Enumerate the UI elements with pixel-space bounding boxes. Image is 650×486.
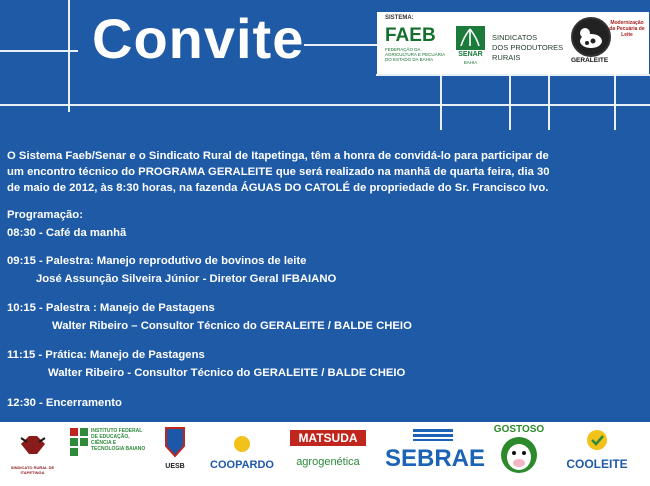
schedule-item: 12:30 - Encerramento <box>7 397 122 409</box>
senar-name: SENAR <box>458 51 483 58</box>
senar-subtitle: BAHIA <box>463 60 478 65</box>
page-title: Convite <box>92 7 305 70</box>
sponsor-uesb-logo <box>160 426 190 470</box>
coopardo-leaf-icon <box>231 434 253 454</box>
grid-line <box>440 74 442 130</box>
sponsor-cooleite-logo <box>556 428 638 471</box>
schedule-speaker: Walter Ribeiro - Consultor Técnico do GERALEITE / BALDE CHEIO <box>48 367 406 379</box>
intro-line: um encontro técnico do PROGRAMA GERALEITE que será realizado na manhã de quarta feira, dia 30 <box>7 166 550 178</box>
sponsor-name: agrogenética <box>296 456 360 468</box>
programacao-heading: Programação: <box>7 209 83 221</box>
sponsor-name: GOSTOSO <box>493 424 545 435</box>
faeb-name: FAEB <box>385 25 436 46</box>
grid-line <box>68 0 70 112</box>
uesb-crest-icon <box>164 426 186 458</box>
senar-logo <box>454 26 487 66</box>
grid-line <box>509 74 511 130</box>
grid-line <box>376 74 650 76</box>
sindicatos-line: SINDICATOS <box>492 33 538 42</box>
sponsor-name: COOLEITE <box>566 457 628 471</box>
grid-line <box>0 50 78 52</box>
cow-icon <box>571 17 611 57</box>
sponsor-gostoso-logo <box>490 424 548 480</box>
if-grid-icon <box>70 428 88 458</box>
cow-mascot-icon <box>499 435 539 475</box>
sponsor-name: UESB <box>165 463 185 470</box>
bull-icon <box>17 430 49 460</box>
faeb-logo <box>385 25 445 62</box>
sebrae-stripes-icon <box>413 429 453 441</box>
intro-line: de maio de 2012, às 8:30 horas, na fazenda ÁGUAS DO CATOLÉ de propriedade do Sr. Francisco Ivo. <box>7 182 549 194</box>
sindicatos-line: RURAIS <box>492 53 521 62</box>
cooleite-drop-icon <box>583 428 611 452</box>
sponsor-name: SINDICATO RURAL DE ITAPETINGA <box>10 465 55 475</box>
sponsor-name: INSTITUTO FEDERAL DE EDUCAÇÃO, CIÊNCIA E TECNOLOGIA BAIANO <box>91 428 146 452</box>
senar-wheat-icon <box>456 26 485 50</box>
sindicatos-label <box>492 33 563 63</box>
sponsor-coopardo-logo <box>210 434 274 471</box>
schedule-item: 09:15 - Palestra: Manejo reprodutivo de bovinos de leite <box>7 255 307 267</box>
grid-line <box>304 44 378 46</box>
sindicatos-line: DOS PRODUTORES <box>492 43 564 52</box>
schedule-speaker: Walter Ribeiro – Consultor Técnico do GERALEITE / BALDE CHEIO <box>52 320 412 332</box>
intro-line: O Sistema Faeb/Senar e o Sindicato Rural de Itapetinga, têm a honra de convidá-lo para participar de <box>7 150 549 162</box>
sponsor-ifbaiano-logo <box>70 428 150 458</box>
grid-line <box>0 104 650 106</box>
sponsor-name: COOPARDO <box>210 459 274 471</box>
grid-line <box>614 74 616 130</box>
sistema-label: SISTEMA: <box>385 15 414 21</box>
sponsor-bar <box>0 422 650 486</box>
grid-line <box>548 74 550 130</box>
schedule-item: 08:30 - Café da manhã <box>7 227 127 239</box>
sponsor-matsuda-logo <box>290 430 366 468</box>
schedule-item: 10:15 - Palestra : Manejo de Pastagens <box>7 302 215 314</box>
sponsor-sindicato-logo <box>10 430 55 475</box>
geraleite-name: GERALEITE <box>571 57 609 64</box>
geraleite-tagline: Modernização da Pecuária de Leite <box>609 20 645 38</box>
sponsor-sebrae-logo <box>385 428 486 472</box>
schedule-speaker: José Assunção Silveira Júnior - Diretor Geral IFBAIANO <box>36 273 337 285</box>
schedule-item: 11:15 - Prática: Manejo de Pastagens <box>7 349 205 361</box>
faeb-subtitle: FEDERAÇÃO DA AGRICULTURA E PECUÁRIA DO ESTADO DA BAHIA <box>385 47 445 62</box>
sponsor-name: SEBRAE <box>385 445 486 472</box>
sponsor-name: MATSUDA <box>290 430 366 446</box>
